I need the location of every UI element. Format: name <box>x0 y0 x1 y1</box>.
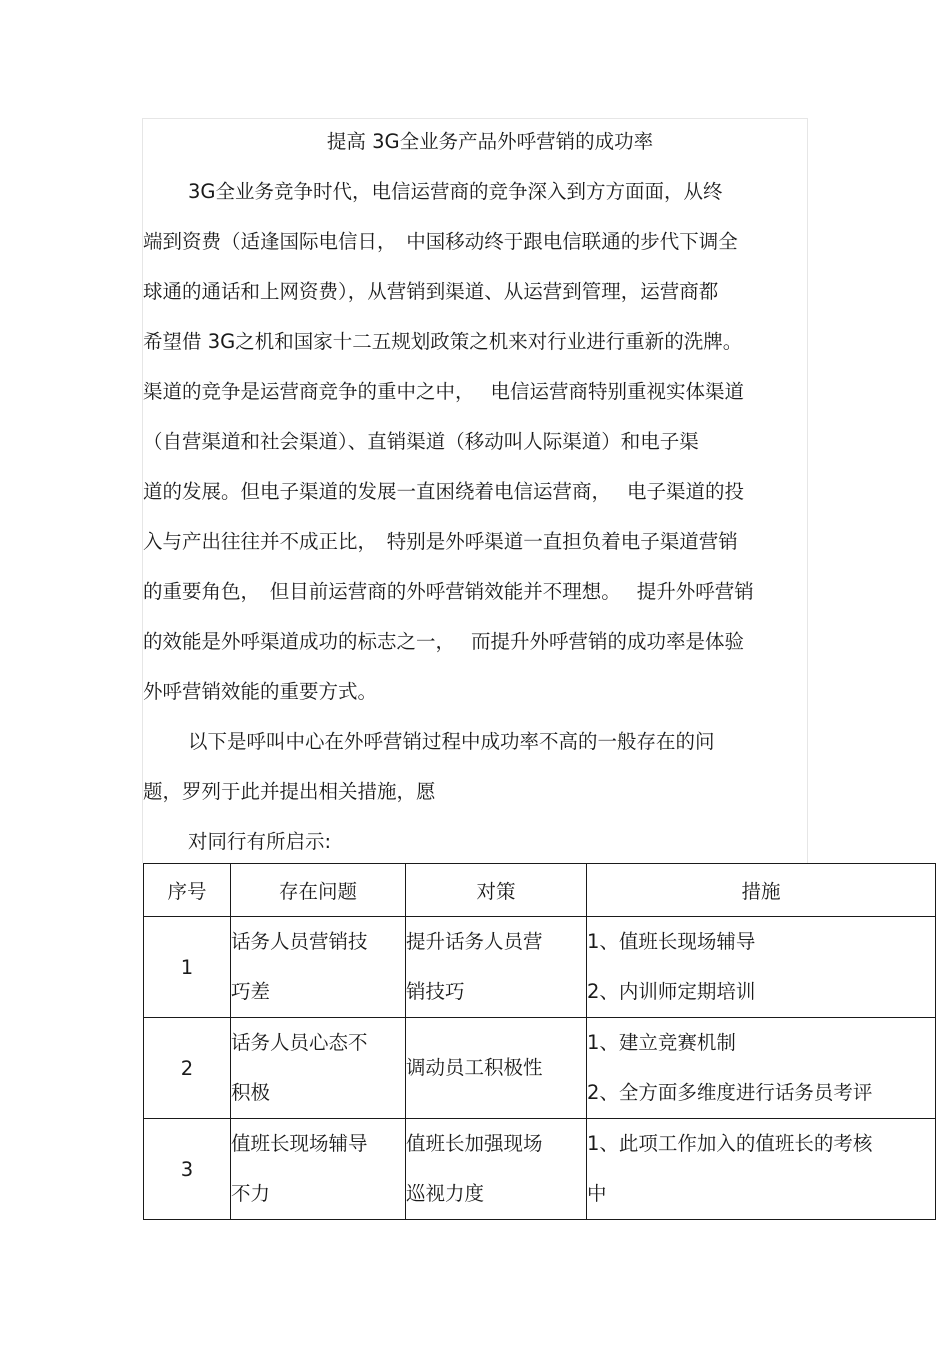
cell-text: 不力 <box>231 1182 271 1205</box>
strategy-cell <box>406 1119 587 1220</box>
row-number: 3 <box>144 1119 231 1220</box>
cell-text: 话务人员营销技 <box>231 930 368 953</box>
cell-text: 巧差 <box>231 980 271 1003</box>
paragraph-line: 入与产出往往并不成正比， 特别是外呼渠道一直担负着电子渠道营销 <box>143 530 738 553</box>
header-no: 序号 <box>144 864 231 917</box>
paragraph-line: 的重要角色， 但目前运营商的外呼营销效能并不理想。 提升外呼营销 <box>143 580 754 603</box>
cell-text: 销技巧 <box>406 980 465 1003</box>
table-header-row <box>144 864 936 917</box>
cell-text: 巡视力度 <box>406 1182 485 1205</box>
row-number: 1 <box>144 917 231 1018</box>
cell-text: 值班长加强现场 <box>406 1132 543 1155</box>
problem-cell <box>231 1119 406 1220</box>
row-number: 2 <box>144 1018 231 1119</box>
measures-table <box>143 863 936 1220</box>
problem-cell <box>231 1018 406 1119</box>
header-problem: 存在问题 <box>231 864 406 917</box>
paragraph-line: （自营渠道和社会渠道）、直销渠道（移动叫人际渠道）和电子渠 <box>143 430 699 453</box>
paragraph-line: 希望借 3G之机和国家十二五规划政策之机来对行业进行重新的洗牌。 <box>143 330 743 353</box>
problem-cell <box>231 917 406 1018</box>
paragraph-line: 球通的通话和上网资费），从营销到渠道、从运营到管理，运营商都 <box>143 280 719 303</box>
cell-text: 1、此项工作加入的值班长的考核 <box>587 1132 873 1155</box>
paragraph-line: 对同行有所启示: <box>188 830 332 853</box>
cell-text: 1、值班长现场辅导 <box>587 930 756 953</box>
measures-cell <box>587 1018 936 1119</box>
paragraph-line: 题，罗列于此并提出相关措施，愿 <box>143 780 436 803</box>
paragraph-line: 外呼营销效能的重要方式。 <box>143 680 378 703</box>
strategy-cell <box>406 1018 587 1119</box>
header-strategy: 对策 <box>406 864 587 917</box>
cell-text: 话务人员心态不 <box>231 1031 368 1054</box>
cell-text: 提升话务人员营 <box>406 930 543 953</box>
measures-cell <box>587 1119 936 1220</box>
cell-text: 2、全方面多维度进行话务员考评 <box>587 1081 873 1104</box>
table-row <box>144 917 936 1018</box>
measures-cell <box>587 917 936 1018</box>
paragraph-line: 的效能是外呼渠道成功的标志之一， 而提升外呼营销的成功率是体验 <box>143 630 744 653</box>
cell-text: 2、内训师定期培训 <box>587 980 756 1003</box>
document-title: 提高 3G全业务产品外呼营销的成功率 <box>326 130 654 153</box>
cell-text: 中 <box>587 1182 607 1205</box>
paragraph-line: 端到资费（适逢国际电信日， 中国移动终于跟电信联通的步代下调全 <box>143 230 738 253</box>
cell-text: 调动员工积极性 <box>406 1056 543 1079</box>
paragraph-line: 渠道的竞争是运营商竞争的重中之中， 电信运营商特别重视实体渠道 <box>143 380 744 403</box>
strategy-cell <box>406 917 587 1018</box>
cell-text: 1、建立竞赛机制 <box>587 1031 736 1054</box>
table-row <box>144 1018 936 1119</box>
cell-text: 积极 <box>231 1081 271 1104</box>
paragraph-line: 3G全业务竞争时代，电信运营商的竞争深入到方方面面，从终 <box>188 180 723 203</box>
paragraph-line: 道的发展。但电子渠道的发展一直困绕着电信运营商， 电子渠道的投 <box>143 480 744 503</box>
cell-text: 值班长现场辅导 <box>231 1132 368 1155</box>
table-row <box>144 1119 936 1220</box>
header-measures: 措施 <box>587 864 936 917</box>
paragraph-line: 以下是呼叫中心在外呼营销过程中成功率不高的一般存在的问 <box>188 730 715 753</box>
